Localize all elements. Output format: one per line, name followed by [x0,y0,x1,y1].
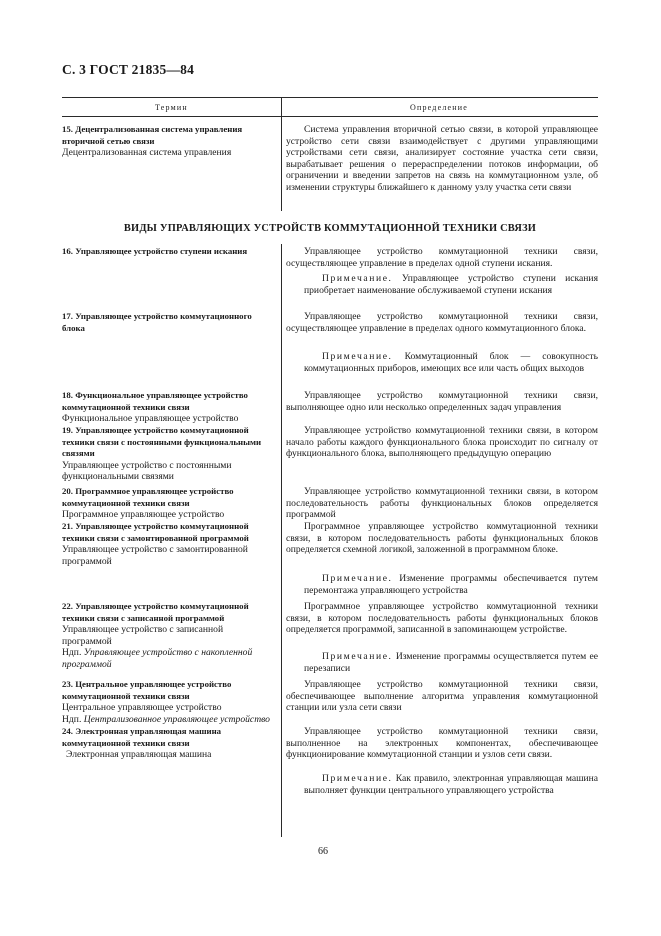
definition-21: Программное управляющее устройство коммутационной техники связи, в котором последовательность работы функциональных блоков определяется схемной логикой, заложенной в программном блоке. [286,521,598,556]
definition-18: Управляющее устройство коммутационной техники связи, выполняющее одно или несколько определенных задач управления [286,390,598,413]
column-divider-upper [281,117,282,211]
note-22-text: Изменение программы осуществляется путем ее перезаписи [304,651,599,674]
term-23 [62,679,274,725]
note-21-text: Изменение программы обеспечивается путем перемонтажа управляющего устройства [304,573,598,596]
term-21-synonym: Управляющее устройство с замонтированной программой [62,544,248,567]
term-23-title: 23. Центральное управляющее устройство коммутационной техники связи [62,679,232,701]
definition-16: Управляющее устройство коммутационной техники связи, осуществляющее управление в пределах одной ступени искания. [286,246,598,269]
term-24-title: 24. Электронная управляющая машина коммутационной техники связи [62,726,222,748]
table-header-bottom-rule [62,116,598,117]
definition-22: Программное управляющее устройство коммутационной техники связи, в котором последовательность работы функциональных блоков определяется программой, записанной в запоминающем устройстве. [286,601,598,636]
term-19-title: 19. Управляющее устройство коммутационной техники связи с постоянными функциональными связями [62,425,262,459]
term-22-ndp-text: Управляющее устройство с накопленной программой [62,647,253,670]
column-divider-lower [281,244,282,837]
term-23-ndp-prefix: Ндп. [62,713,82,725]
term-23-ndp-text: Централизованное управляющее устройство [83,713,270,725]
term-22-synonym: Управляющее устройство с записанной программой [62,624,224,647]
definition-19: Управляющее устройство коммутационной техники связи, в котором начало работы каждого функционального блока происходит по сигналу от функционального блока, выполняющего предыдущую операцию [286,425,598,460]
definition-15: Система управления вторичной сетью связи, в которой управляющее устройство сети связи взаимодействует с другими управляющими устройствами сети связи, анализирует состояние участка сети связи, вырабатывает решения о перераспределении потоков информации, об ограничении и введении запретов на связь на коммутационном узле, об изменении структуры ближайшего к данному узлу участка сети связи [286,124,598,193]
column-header-term: Термин [155,103,188,112]
note-16 [304,273,598,296]
term-22-title: 22. Управляющее устройство коммутационной техники связи с записанной программой [62,601,249,623]
term-19 [62,425,274,483]
term-22 [62,601,274,671]
header-column-divider [281,97,282,117]
term-20-synonym: Программное управляющее устройство [62,509,225,521]
note-17-text: Коммутационный блок — совокупность коммутационных приборов, имеющих все или часть общих выходов [304,351,598,374]
note-17 [304,351,598,374]
term-18 [62,390,274,425]
term-23-ndp [62,714,274,726]
note-21-label: Примечание. [322,573,393,584]
term-24-synonym: Электронная управляющая машина [66,749,212,761]
term-16 [62,246,274,258]
note-22 [304,651,598,674]
note-24 [304,773,598,796]
term-23-synonym: Центральное управляющее устройство [62,702,222,714]
term-15-title: 15. Децентрализованная система управления вторичной сетью связи [62,124,243,146]
term-19-synonym: Управляющее устройство с постоянными функциональными связями [62,459,232,483]
term-22-ndp [62,647,274,670]
definition-20: Управляющее устройство коммутационной техники связи, в котором последовательность работы функциональных блоков определяется программой [286,486,598,521]
table-top-rule [62,97,598,98]
column-header-definition: Определение [410,103,468,112]
note-24-text: Как правило, электронная управляющая машина выполняет функции центрального управляющего устройства [304,773,598,796]
term-21 [62,521,274,567]
term-24 [62,726,274,761]
note-17-label: Примечание. [322,351,393,362]
page-header: С. 3 ГОСТ 21835—84 [62,62,195,77]
term-15-synonym: Децентрализованная система управления [62,147,232,159]
term-20-title: 20. Программное управляющее устройство коммутационной техники связи [62,486,234,508]
note-24-label: Примечание. [322,773,393,784]
term-16-title: 16. Управляющее устройство ступени искания [62,246,248,256]
term-17-title: 17. Управляющее устройство коммутационного блока [62,311,252,333]
term-18-title: 18. Функциональное управляющее устройство коммутационной техники связи [62,390,248,412]
note-16-label: Примечание. [322,273,393,284]
term-20 [62,486,274,521]
note-16-text: Управляющее устройство ступени искания приобретает наименование обслуживаемой ступени искания [304,273,598,296]
section-title: ВИДЫ УПРАВЛЯЮЩИХ УСТРОЙСТВ КОММУТАЦИОННОЙ ТЕХНИКИ СВЯЗИ [123,223,537,234]
definition-17: Управляющее устройство коммутационной техники связи, осуществляющее управление в пределах одного коммутационного блока. [286,311,598,334]
term-17 [62,311,274,334]
definition-23: Управляющее устройство коммутационной техники связи, обеспечивающее выполнение алгоритма управления коммутационной станции или узла сети связи [286,679,598,714]
note-21 [304,573,598,596]
definition-24: Управляющее устройство коммутационной техники связи, выполненное на электронных компонентах, обеспечивающее функционирование коммутационной станции и узлов сети связи. [286,726,598,761]
note-22-label: Примечание. [322,651,393,662]
term-22-ndp-prefix: Ндп. [62,647,82,659]
term-18-synonym: Функциональное управляющее устройство [62,413,239,425]
page-number: 66 [318,846,328,857]
term-21-title: 21. Управляющее устройство коммутационной техники связи с замонтированной программой [62,521,249,543]
term-15 [62,124,274,159]
